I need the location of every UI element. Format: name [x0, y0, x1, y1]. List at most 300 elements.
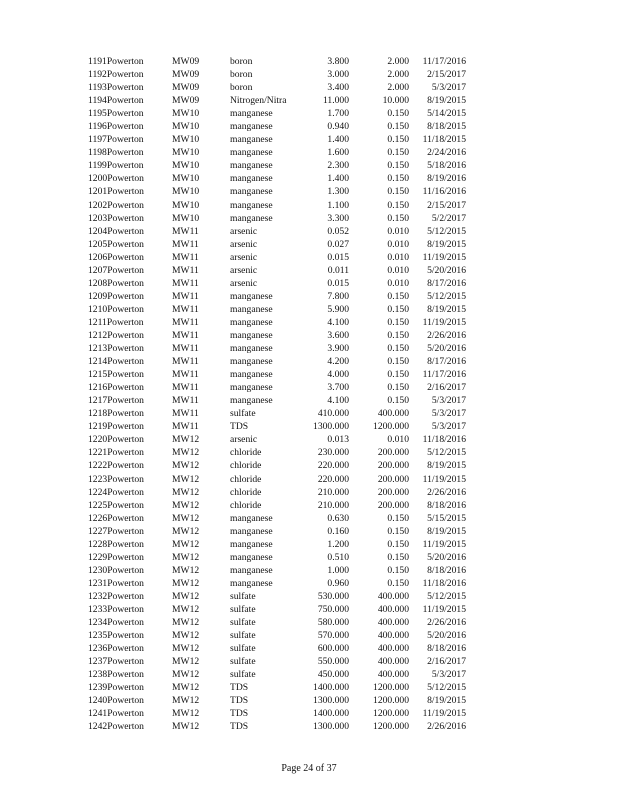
- table-row: [88, 146, 466, 159]
- well-id-cell: MW10: [172, 212, 200, 224]
- sample-date-cell: 2/16/2017: [427, 656, 466, 668]
- sample-date-cell: 8/18/2016: [427, 643, 466, 655]
- sample-date-cell: 5/20/2016: [427, 630, 466, 642]
- well-id-cell: MW11: [172, 225, 199, 237]
- record-id-cell: 1193Powerton: [88, 82, 144, 94]
- standard-limit-cell: 1200.000: [373, 695, 409, 707]
- well-id-cell: MW12: [172, 525, 200, 537]
- result-value-cell: 1.100: [327, 199, 349, 211]
- exceedance-table: [88, 55, 466, 733]
- standard-limit-cell: 10.000: [382, 95, 409, 107]
- result-value-cell: 0.940: [327, 121, 349, 133]
- sample-date-cell: 8/18/2015: [427, 121, 466, 133]
- table-row: [88, 629, 466, 642]
- standard-limit-cell: 0.150: [387, 303, 409, 315]
- table-row: [88, 133, 466, 146]
- well-id-cell: MW11: [172, 408, 199, 420]
- record-id-cell: 1208Powerton: [88, 277, 144, 289]
- standard-limit-cell: 0.150: [387, 173, 409, 185]
- result-value-cell: 230.000: [317, 447, 349, 459]
- parameter-cell: manganese: [230, 525, 273, 537]
- sample-date-cell: 5/12/2015: [427, 225, 466, 237]
- table-row: [88, 551, 466, 564]
- standard-limit-cell: 1200.000: [373, 721, 409, 733]
- table-body: [88, 55, 466, 733]
- result-value-cell: 410.000: [317, 408, 349, 420]
- table-row: [88, 316, 466, 329]
- sample-date-cell: 2/16/2017: [427, 382, 466, 394]
- record-id-cell: 1206Powerton: [88, 251, 144, 263]
- table-row: [88, 512, 466, 525]
- standard-limit-cell: 0.150: [387, 525, 409, 537]
- standard-limit-cell: 0.150: [387, 147, 409, 159]
- parameter-cell: TDS: [230, 708, 249, 720]
- sample-date-cell: 11/19/2015: [422, 708, 466, 720]
- result-value-cell: 1300.000: [313, 421, 349, 433]
- well-id-cell: MW11: [172, 395, 199, 407]
- result-value-cell: 0.960: [327, 577, 349, 589]
- result-value-cell: 1.400: [327, 134, 349, 146]
- result-value-cell: 4.100: [327, 316, 349, 328]
- parameter-cell: manganese: [230, 303, 273, 315]
- sample-date-cell: 11/19/2015: [422, 603, 466, 615]
- sample-date-cell: 5/12/2015: [427, 682, 466, 694]
- table-row: [88, 355, 466, 368]
- table-row: [88, 81, 466, 94]
- result-value-cell: 210.000: [317, 486, 349, 498]
- standard-limit-cell: 0.150: [387, 538, 409, 550]
- well-id-cell: MW10: [172, 147, 200, 159]
- table-row: [88, 642, 466, 655]
- table-row: [88, 94, 466, 107]
- standard-limit-cell: 0.150: [387, 290, 409, 302]
- record-id-cell: 1202Powerton: [88, 199, 144, 211]
- result-value-cell: 3.900: [327, 343, 349, 355]
- parameter-cell: manganese: [230, 564, 273, 576]
- parameter-cell: arsenic: [230, 251, 258, 263]
- record-id-cell: 1227Powerton: [88, 525, 144, 537]
- table-row: [88, 368, 466, 381]
- sample-date-cell: 11/19/2015: [422, 473, 466, 485]
- result-value-cell: 750.000: [317, 603, 349, 615]
- standard-limit-cell: 0.150: [387, 369, 409, 381]
- sample-date-cell: 11/17/2016: [422, 56, 466, 67]
- parameter-cell: manganese: [230, 186, 273, 198]
- result-value-cell: 7.800: [327, 290, 349, 302]
- record-id-cell: 1196Powerton: [88, 121, 144, 133]
- well-id-cell: MW11: [172, 329, 199, 341]
- sample-date-cell: 5/20/2016: [427, 264, 466, 276]
- table-row: [88, 525, 466, 538]
- result-value-cell: 3.000: [327, 69, 349, 81]
- record-id-cell: 1198Powerton: [88, 147, 144, 159]
- sample-date-cell: 8/19/2015: [427, 95, 466, 107]
- parameter-cell: manganese: [230, 382, 273, 394]
- well-id-cell: MW11: [172, 369, 199, 381]
- record-id-cell: 1194Powerton: [88, 95, 144, 107]
- parameter-cell: chloride: [230, 486, 262, 498]
- parameter-cell: arsenic: [230, 277, 258, 289]
- sample-date-cell: 5/20/2016: [427, 343, 466, 355]
- record-id-cell: 1203Powerton: [88, 212, 144, 224]
- standard-limit-cell: 2.000: [387, 56, 409, 67]
- parameter-cell: arsenic: [230, 264, 258, 276]
- standard-limit-cell: 0.150: [387, 316, 409, 328]
- parameter-cell: TDS: [230, 721, 249, 733]
- parameter-cell: sulfate: [230, 408, 256, 420]
- well-id-cell: MW11: [172, 290, 199, 302]
- record-id-cell: 1219Powerton: [88, 421, 144, 433]
- standard-limit-cell: 1200.000: [373, 682, 409, 694]
- well-id-cell: MW12: [172, 499, 200, 511]
- table-row: [88, 212, 466, 225]
- standard-limit-cell: 0.150: [387, 382, 409, 394]
- sample-date-cell: 8/19/2015: [427, 695, 466, 707]
- well-id-cell: MW12: [172, 551, 200, 563]
- record-id-cell: 1239Powerton: [88, 682, 144, 694]
- record-id-cell: 1234Powerton: [88, 617, 144, 629]
- record-id-cell: 1232Powerton: [88, 590, 144, 602]
- well-id-cell: MW09: [172, 56, 200, 67]
- well-id-cell: MW11: [172, 238, 199, 250]
- standard-limit-cell: 0.150: [387, 577, 409, 589]
- standard-limit-cell: 400.000: [377, 656, 409, 668]
- standard-limit-cell: 0.010: [387, 225, 409, 237]
- table-row: [88, 172, 466, 185]
- table-row: [88, 564, 466, 577]
- standard-limit-cell: 0.150: [387, 160, 409, 172]
- record-id-cell: 1205Powerton: [88, 238, 144, 250]
- standard-limit-cell: 0.010: [387, 264, 409, 276]
- table-row: [88, 459, 466, 472]
- result-value-cell: 220.000: [317, 473, 349, 485]
- page-number: Page 24 of 37: [281, 763, 337, 774]
- record-id-cell: 1235Powerton: [88, 630, 144, 642]
- sample-date-cell: 8/19/2016: [427, 173, 466, 185]
- standard-limit-cell: 1200.000: [373, 708, 409, 720]
- parameter-cell: manganese: [230, 329, 273, 341]
- standard-limit-cell: 0.150: [387, 121, 409, 133]
- table-row: [88, 577, 466, 590]
- standard-limit-cell: 400.000: [377, 669, 409, 681]
- parameter-cell: TDS: [230, 421, 249, 433]
- parameter-cell: manganese: [230, 343, 273, 355]
- result-value-cell: 5.900: [327, 303, 349, 315]
- well-id-cell: MW11: [172, 343, 199, 355]
- table-row: [88, 342, 466, 355]
- well-id-cell: MW12: [172, 656, 200, 668]
- record-id-cell: 1216Powerton: [88, 382, 144, 394]
- table-row: [88, 55, 466, 68]
- sample-date-cell: 11/19/2015: [422, 538, 466, 550]
- result-value-cell: 3.800: [327, 56, 349, 67]
- table-row: [88, 120, 466, 133]
- table-row: [88, 694, 466, 707]
- standard-limit-cell: 0.150: [387, 512, 409, 524]
- standard-limit-cell: 400.000: [377, 630, 409, 642]
- result-value-cell: 1.200: [327, 538, 349, 550]
- well-id-cell: MW12: [172, 564, 200, 576]
- sample-date-cell: 2/26/2016: [427, 617, 466, 629]
- parameter-cell: manganese: [230, 395, 273, 407]
- sample-date-cell: 5/12/2015: [427, 447, 466, 459]
- sample-date-cell: 8/18/2016: [427, 499, 466, 511]
- result-value-cell: 220.000: [317, 460, 349, 472]
- standard-limit-cell: 200.000: [377, 460, 409, 472]
- sample-date-cell: 5/3/2017: [431, 395, 466, 407]
- sample-date-cell: 2/26/2016: [427, 721, 466, 733]
- well-id-cell: MW11: [172, 277, 199, 289]
- well-id-cell: MW12: [172, 630, 200, 642]
- table-row: [88, 185, 466, 198]
- record-id-cell: 1228Powerton: [88, 538, 144, 550]
- sample-date-cell: 2/24/2016: [427, 147, 466, 159]
- well-id-cell: MW10: [172, 134, 200, 146]
- standard-limit-cell: 0.150: [387, 186, 409, 198]
- sample-date-cell: 5/3/2017: [431, 408, 466, 420]
- standard-limit-cell: 200.000: [377, 473, 409, 485]
- result-value-cell: 2.300: [327, 160, 349, 172]
- well-id-cell: MW12: [172, 643, 200, 655]
- parameter-cell: manganese: [230, 212, 273, 224]
- sample-date-cell: 8/19/2015: [427, 303, 466, 315]
- standard-limit-cell: 0.150: [387, 395, 409, 407]
- parameter-cell: manganese: [230, 290, 273, 302]
- parameter-cell: boron: [230, 82, 253, 94]
- table-row: [88, 407, 466, 420]
- record-id-cell: 1221Powerton: [88, 447, 144, 459]
- well-id-cell: MW12: [172, 577, 200, 589]
- result-value-cell: 4.200: [327, 356, 349, 368]
- sample-date-cell: 2/15/2017: [427, 199, 466, 211]
- table-row: [88, 655, 466, 668]
- parameter-cell: manganese: [230, 316, 273, 328]
- standard-limit-cell: 200.000: [377, 499, 409, 511]
- record-id-cell: 1233Powerton: [88, 603, 144, 615]
- standard-limit-cell: 200.000: [377, 447, 409, 459]
- record-id-cell: 1215Powerton: [88, 369, 144, 381]
- well-id-cell: MW10: [172, 199, 200, 211]
- sample-date-cell: 5/18/2016: [427, 160, 466, 172]
- sample-date-cell: 8/17/2016: [427, 356, 466, 368]
- parameter-cell: sulfate: [230, 643, 256, 655]
- result-value-cell: 0.630: [327, 512, 349, 524]
- sample-date-cell: 5/12/2015: [427, 290, 466, 302]
- standard-limit-cell: 200.000: [377, 486, 409, 498]
- sample-date-cell: 5/15/2015: [427, 512, 466, 524]
- parameter-cell: sulfate: [230, 590, 256, 602]
- parameter-cell: manganese: [230, 356, 273, 368]
- parameter-cell: Nitrogen/Nitra: [230, 95, 287, 107]
- result-value-cell: 0.015: [327, 251, 349, 263]
- sample-date-cell: 11/17/2016: [422, 369, 466, 381]
- result-value-cell: 1300.000: [313, 695, 349, 707]
- table-row: [88, 251, 466, 264]
- well-id-cell: MW10: [172, 121, 200, 133]
- standard-limit-cell: 400.000: [377, 603, 409, 615]
- well-id-cell: MW12: [172, 460, 200, 472]
- well-id-cell: MW11: [172, 382, 199, 394]
- table-row: [88, 107, 466, 120]
- standard-limit-cell: 2.000: [387, 82, 409, 94]
- table-row: [88, 433, 466, 446]
- record-id-cell: 1236Powerton: [88, 643, 144, 655]
- parameter-cell: sulfate: [230, 617, 256, 629]
- well-id-cell: MW09: [172, 82, 200, 94]
- record-id-cell: 1231Powerton: [88, 577, 144, 589]
- table-row: [88, 707, 466, 720]
- table-row: [88, 238, 466, 251]
- well-id-cell: MW11: [172, 421, 199, 433]
- table-row: [88, 590, 466, 603]
- result-value-cell: 4.100: [327, 395, 349, 407]
- parameter-cell: TDS: [230, 695, 249, 707]
- record-id-cell: 1204Powerton: [88, 225, 144, 237]
- result-value-cell: 600.000: [317, 643, 349, 655]
- result-value-cell: 1.700: [327, 108, 349, 120]
- record-id-cell: 1230Powerton: [88, 564, 144, 576]
- record-id-cell: 1195Powerton: [88, 108, 144, 120]
- table-row: [88, 473, 466, 486]
- table-row: [88, 290, 466, 303]
- well-id-cell: MW12: [172, 447, 200, 459]
- result-value-cell: 3.700: [327, 382, 349, 394]
- record-id-cell: 1212Powerton: [88, 329, 144, 341]
- standard-limit-cell: 0.150: [387, 199, 409, 211]
- result-value-cell: 0.510: [327, 551, 349, 563]
- parameter-cell: manganese: [230, 160, 273, 172]
- parameter-cell: chloride: [230, 460, 262, 472]
- well-id-cell: MW12: [172, 538, 200, 550]
- parameter-cell: manganese: [230, 134, 273, 146]
- table-row: [88, 720, 466, 733]
- result-value-cell: 1.400: [327, 173, 349, 185]
- parameter-cell: manganese: [230, 147, 273, 159]
- parameter-cell: sulfate: [230, 630, 256, 642]
- table-row: [88, 277, 466, 290]
- result-value-cell: 0.011: [327, 264, 349, 276]
- parameter-cell: manganese: [230, 369, 273, 381]
- standard-limit-cell: 0.150: [387, 343, 409, 355]
- result-value-cell: 580.000: [317, 617, 349, 629]
- standard-limit-cell: 400.000: [377, 408, 409, 420]
- parameter-cell: manganese: [230, 512, 273, 524]
- standard-limit-cell: 0.150: [387, 356, 409, 368]
- parameter-cell: sulfate: [230, 669, 256, 681]
- table-row: [88, 538, 466, 551]
- sample-date-cell: 8/17/2016: [427, 277, 466, 289]
- result-value-cell: 530.000: [317, 590, 349, 602]
- record-id-cell: 1197Powerton: [88, 134, 144, 146]
- well-id-cell: MW11: [172, 251, 199, 263]
- well-id-cell: MW10: [172, 173, 200, 185]
- table-row: [88, 159, 466, 172]
- table-row: [88, 681, 466, 694]
- well-id-cell: MW12: [172, 486, 200, 498]
- standard-limit-cell: 0.010: [387, 434, 409, 446]
- table-row: [88, 199, 466, 212]
- result-value-cell: 1.000: [327, 564, 349, 576]
- record-id-cell: 1213Powerton: [88, 343, 144, 355]
- record-id-cell: 1207Powerton: [88, 264, 144, 276]
- standard-limit-cell: 400.000: [377, 617, 409, 629]
- result-value-cell: 1400.000: [313, 682, 349, 694]
- result-value-cell: 210.000: [317, 499, 349, 511]
- record-id-cell: 1220Powerton: [88, 434, 144, 446]
- well-id-cell: MW12: [172, 682, 200, 694]
- record-id-cell: 1191Powerton: [88, 56, 144, 67]
- standard-limit-cell: 0.010: [387, 238, 409, 250]
- well-id-cell: MW12: [172, 434, 200, 446]
- parameter-cell: TDS: [230, 682, 249, 694]
- record-id-cell: 1224Powerton: [88, 486, 144, 498]
- well-id-cell: MW12: [172, 512, 200, 524]
- table-row: [88, 603, 466, 616]
- record-id-cell: 1199Powerton: [88, 160, 144, 172]
- standard-limit-cell: 400.000: [377, 590, 409, 602]
- record-id-cell: 1229Powerton: [88, 551, 144, 563]
- parameter-cell: boron: [230, 56, 253, 67]
- parameter-cell: chloride: [230, 499, 262, 511]
- parameter-cell: manganese: [230, 121, 273, 133]
- result-value-cell: 570.000: [317, 630, 349, 642]
- parameter-cell: manganese: [230, 199, 273, 211]
- record-id-cell: 1214Powerton: [88, 356, 144, 368]
- parameter-cell: boron: [230, 69, 253, 81]
- table-row: [88, 329, 466, 342]
- table-row: [88, 381, 466, 394]
- parameter-cell: manganese: [230, 108, 273, 120]
- record-id-cell: 1211Powerton: [88, 316, 144, 328]
- well-id-cell: MW12: [172, 721, 200, 733]
- well-id-cell: MW10: [172, 108, 200, 120]
- standard-limit-cell: 0.010: [387, 251, 409, 263]
- result-value-cell: 11.000: [322, 95, 349, 107]
- table-row: [88, 486, 466, 499]
- standard-limit-cell: 0.150: [387, 134, 409, 146]
- sample-date-cell: 5/3/2017: [431, 421, 466, 433]
- sample-date-cell: 5/3/2017: [431, 82, 466, 94]
- well-id-cell: MW12: [172, 590, 200, 602]
- record-id-cell: 1238Powerton: [88, 669, 144, 681]
- result-value-cell: 1.300: [327, 186, 349, 198]
- sample-date-cell: 2/26/2016: [427, 486, 466, 498]
- standard-limit-cell: 0.150: [387, 329, 409, 341]
- record-id-cell: 1200Powerton: [88, 173, 144, 185]
- sample-date-cell: 8/19/2015: [427, 525, 466, 537]
- sample-date-cell: 2/26/2016: [427, 329, 466, 341]
- parameter-cell: chloride: [230, 473, 262, 485]
- parameter-cell: manganese: [230, 551, 273, 563]
- standard-limit-cell: 400.000: [377, 643, 409, 655]
- well-id-cell: MW12: [172, 669, 200, 681]
- well-id-cell: MW11: [172, 356, 199, 368]
- record-id-cell: 1209Powerton: [88, 290, 144, 302]
- well-id-cell: MW12: [172, 473, 200, 485]
- result-value-cell: 1300.000: [313, 721, 349, 733]
- parameter-cell: arsenic: [230, 238, 258, 250]
- table-row: [88, 303, 466, 316]
- well-id-cell: MW12: [172, 695, 200, 707]
- well-id-cell: MW12: [172, 617, 200, 629]
- record-id-cell: 1192Powerton: [88, 69, 144, 81]
- parameter-cell: chloride: [230, 447, 262, 459]
- table-row: [88, 616, 466, 629]
- sample-date-cell: 5/3/2017: [431, 669, 466, 681]
- parameter-cell: manganese: [230, 577, 273, 589]
- result-value-cell: 1400.000: [313, 708, 349, 720]
- standard-limit-cell: 1200.000: [373, 421, 409, 433]
